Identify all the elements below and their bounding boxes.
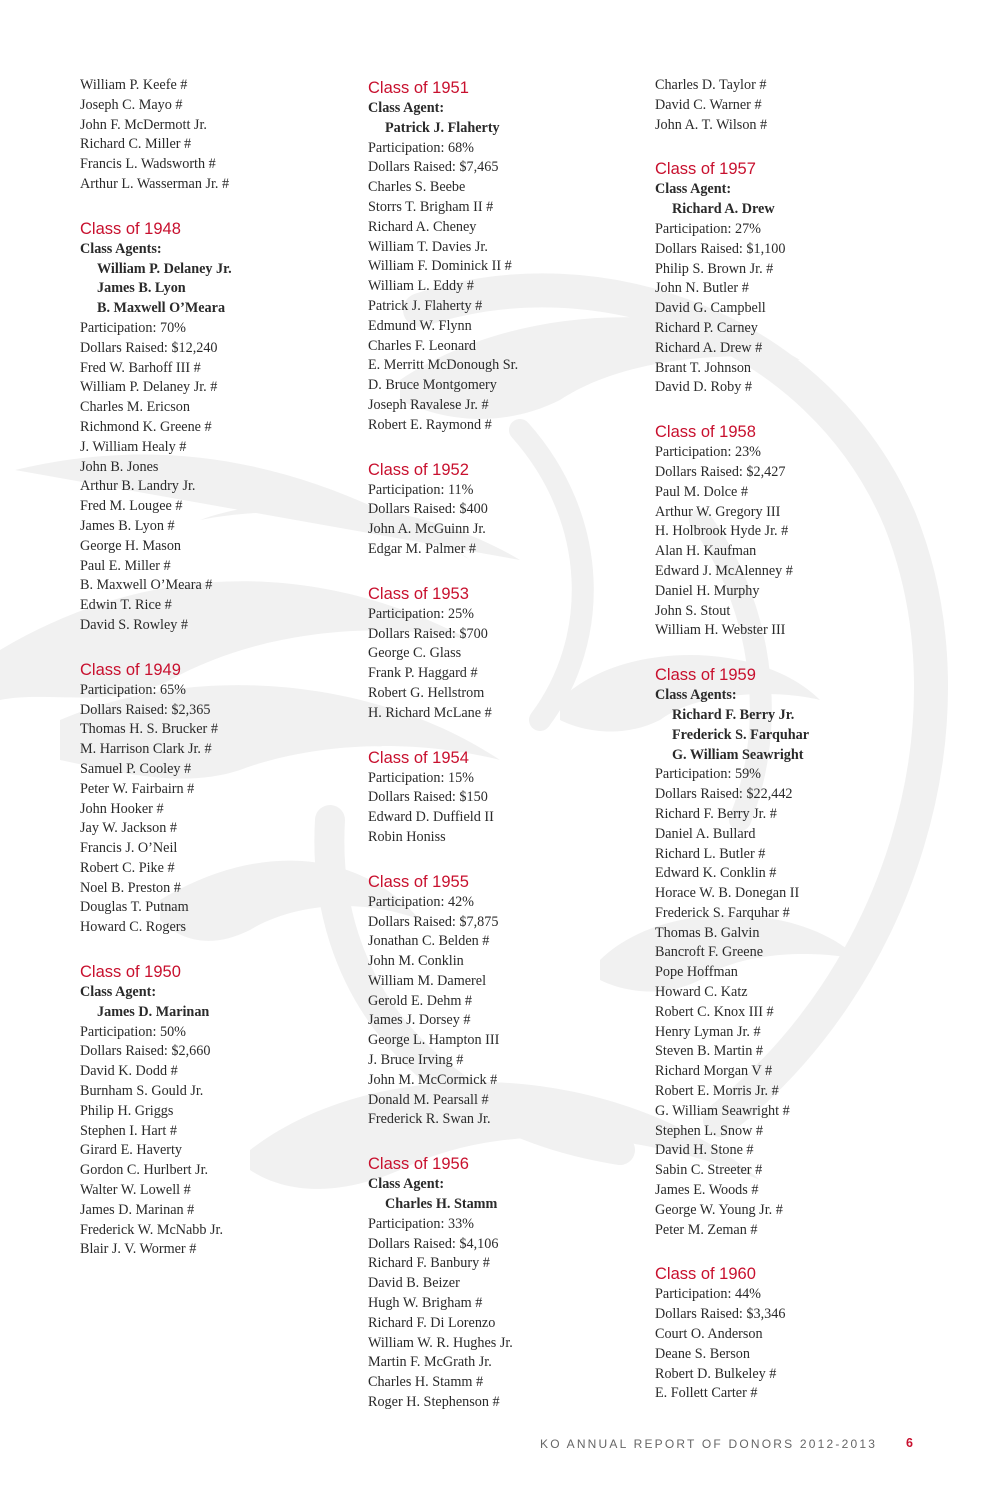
class-year-heading: Class of 1958 [655,423,756,442]
class-year-heading: Class of 1953 [368,584,469,603]
class-agent-label: Class Agents: [655,687,737,704]
donor-name: John Hooker # [80,800,164,817]
donor-name: David C. Warner # [655,96,762,113]
donor-name: Martin F. McGrath Jr. [368,1354,492,1371]
class-agent-name: Richard F. Berry Jr. [672,706,795,723]
donor-name: Burnham S. Gould Jr. [80,1083,204,1100]
donor-name: Bancroft F. Greene [655,944,763,961]
donor-name: Paul E. Miller # [80,557,171,574]
donor-column-2 [368,76,638,1413]
class-agent-name: Frederick S. Farquhar [672,726,810,743]
donor-name: Richard P. Carney [655,319,758,336]
class-agent-name: G. William Seawright [672,746,804,763]
donor-name: Paul M. Dolce # [655,483,748,500]
donor-name: Francis L. Wadsworth # [80,156,216,173]
dollars-raised-stat: Dollars Raised: $2,660 [80,1043,211,1060]
donor-name: H. Holbrook Hyde Jr. # [655,523,789,540]
donor-name: Sabin C. Streeter # [655,1162,763,1179]
dollars-raised-stat: Dollars Raised: $2,365 [80,701,211,718]
class-agent-name: James B. Lyon [97,280,186,297]
donor-name: Joseph C. Mayo # [80,96,183,113]
dollars-raised-stat: Dollars Raised: $150 [368,789,488,806]
donor-name: Thomas B. Galvin [655,924,760,941]
donor-name: Robert D. Bulkeley # [655,1365,777,1382]
class-agent-name: Patrick J. Flaherty [385,119,500,136]
donor-name: Robert C. Pike # [80,859,175,876]
dollars-raised-stat: Dollars Raised: $2,427 [655,463,786,480]
donor-name: Arthur W. Gregory III [655,503,781,520]
donor-name: Walter W. Lowell # [80,1182,191,1199]
donor-name: Fred W. Barhoff III # [80,359,201,376]
donor-name: Alan H. Kaufman [655,543,757,560]
page-number: 6 [906,1436,913,1450]
donor-name: Frederick W. McNabb Jr. [80,1221,224,1238]
dollars-raised-stat: Dollars Raised: $3,346 [655,1306,786,1323]
class-year-heading: Class of 1959 [655,666,756,685]
donor-name: David H. Stone # [655,1142,754,1159]
class-agent-label: Class Agent: [80,984,157,1001]
donor-name: Horace W. B. Donegan II [655,885,800,902]
donor-name: Charles D. Taylor # [655,77,767,93]
donor-column-3 [655,76,955,1404]
donor-name: Charles H. Stamm # [368,1374,484,1391]
participation-stat: Participation: 23% [655,444,761,461]
donor-name: James E. Woods # [655,1182,759,1199]
donor-name: Gordon C. Hurlbert Jr. [80,1162,209,1179]
donor-name: Richard A. Drew # [655,339,763,356]
donor-name: J. William Healy # [80,438,187,455]
class-agent-name: William P. Delaney Jr. [97,260,232,277]
donor-name: Edward D. Duffield II [368,809,494,826]
donor-name: Peter W. Fairbairn # [80,780,195,797]
donor-name: Richard F. Di Lorenzo [368,1314,496,1331]
donor-name: H. Richard McLane # [368,704,492,721]
donor-name: Stephen L. Snow # [655,1122,763,1139]
participation-stat: Participation: 11% [368,481,474,498]
donor-name: M. Harrison Clark Jr. # [80,741,212,758]
participation-stat: Participation: 27% [655,220,761,237]
participation-stat: Participation: 44% [655,1286,761,1303]
class-year-heading: Class of 1957 [655,160,756,179]
donor-name: Steven B. Martin # [655,1043,763,1060]
participation-stat: Participation: 68% [368,139,474,156]
donor-column-1 [80,76,350,1260]
donor-name: David S. Rowley # [80,616,188,633]
donor-name: Blair J. V. Wormer # [80,1241,197,1258]
donor-name: William H. Webster III [655,622,786,639]
class-agent-name: Charles H. Stamm [385,1196,498,1213]
participation-stat: Participation: 50% [80,1023,186,1040]
donor-name: Richard L. Butler # [655,845,766,862]
donor-name: Roger H. Stephenson # [368,1394,500,1411]
donor-name: Richmond K. Greene # [80,418,212,435]
donor-name: Arthur B. Landry Jr. [80,478,196,495]
donor-name: George H. Mason [80,537,182,554]
donor-name: Joseph Ravalese Jr. # [368,396,489,413]
donor-name: Thomas H. S. Brucker # [80,721,218,738]
donor-name: Richard F. Berry Jr. # [655,805,777,822]
donor-name: Frederick S. Farquhar # [655,904,790,921]
donor-name: James D. Marinan # [80,1201,195,1218]
class-year-heading: Class of 1951 [368,79,469,97]
participation-stat: Participation: 15% [368,769,474,786]
class-agent-label: Class Agents: [80,240,162,257]
donor-name: John A. T. Wilson # [655,116,768,133]
donor-name: Richard Morgan V # [655,1063,773,1080]
donor-name: George L. Hampton III [368,1032,500,1049]
donor-name: Donald M. Pearsall # [368,1091,489,1108]
dollars-raised-stat: Dollars Raised: $7,875 [368,913,499,930]
donor-name: Richard F. Banbury # [368,1255,490,1272]
donor-name: Daniel A. Bullard [655,825,756,842]
donor-name: Richard C. Miller # [80,136,192,153]
donor-name: John F. McDermott Jr. [80,116,207,133]
donor-name: Pope Hoffman [655,964,738,981]
donor-name: John A. McGuinn Jr. [368,521,486,538]
donor-name: Robert E. Morris Jr. # [655,1083,779,1100]
donor-name: George W. Young Jr. # [655,1201,783,1218]
class-year-heading: Class of 1954 [368,748,469,767]
class-agent-name: Richard A. Drew [672,201,775,218]
dollars-raised-stat: Dollars Raised: $7,465 [368,159,499,176]
dollars-raised-stat: Dollars Raised: $400 [368,501,488,518]
donor-name: Brant T. Johnson [655,359,752,376]
donor-name: Frank P. Haggard # [368,665,478,682]
donor-name: Edwin T. Rice # [80,597,172,614]
donor-name: Robert E. Raymond # [368,416,492,433]
donor-name: Philip H. Griggs [80,1102,174,1119]
donor-name: William P. Keefe # [80,77,188,93]
donor-name: John B. Jones [80,458,159,475]
donor-name: David K. Dodd # [80,1063,178,1080]
class-year-heading: Class of 1952 [368,460,469,479]
donor-name: William T. Davies Jr. [368,238,488,255]
donor-name: Edward J. McAlenney # [655,562,793,579]
donor-name: George C. Glass [368,645,462,662]
donor-name: John S. Stout [655,602,731,619]
donor-name: B. Maxwell O’Meara # [80,577,213,594]
donor-name: James B. Lyon # [80,517,175,534]
donor-name: Francis J. O’Neil [80,840,178,857]
donor-name: Girard E. Haverty [80,1142,183,1159]
donor-name: Jonathan C. Belden # [368,933,490,950]
donor-name: Stephen I. Hart # [80,1122,177,1139]
class-agent-name: James D. Marinan [97,1003,210,1020]
class-agent-name: B. Maxwell O’Meara [97,300,226,317]
donor-name: Storrs T. Brigham II # [368,198,494,215]
donor-name: Douglas T. Putnam [80,899,189,916]
donor-name: John M. McCormick # [368,1071,498,1088]
donor-name: John N. Butler # [655,280,749,297]
class-agent-label: Class Agent: [368,1176,445,1193]
participation-stat: Participation: 33% [368,1215,474,1232]
participation-stat: Participation: 25% [368,605,474,622]
participation-stat: Participation: 59% [655,766,761,783]
donor-name: E. Follett Carter # [655,1385,758,1402]
dollars-raised-stat: Dollars Raised: $1,100 [655,240,786,257]
participation-stat: Participation: 42% [368,893,474,910]
donor-name: Edmund W. Flynn [368,317,472,334]
donor-name: G. William Seawright # [655,1102,790,1119]
class-year-heading: Class of 1960 [655,1265,756,1284]
donor-name: William F. Dominick II # [368,258,512,275]
dollars-raised-stat: Dollars Raised: $700 [368,625,488,642]
donor-name: Henry Lyman Jr. # [655,1023,761,1040]
class-year-heading: Class of 1955 [368,872,469,891]
donor-name: William P. Delaney Jr. # [80,379,218,396]
donor-name: David G. Campbell [655,300,766,317]
donor-name: James J. Dorsey # [368,1012,471,1029]
donor-name: Howard C. Rogers [80,919,186,936]
donor-name: D. Bruce Montgomery [368,377,497,394]
donor-name: Arthur L. Wasserman Jr. # [80,175,230,192]
donor-name: William W. R. Hughes Jr. [368,1334,513,1351]
class-agent-label: Class Agent: [368,100,445,116]
class-year-heading: Class of 1949 [80,660,181,679]
report-footer-title: KO ANNUAL REPORT OF DONORS 2012-2013 [540,1437,878,1451]
dollars-raised-stat: Dollars Raised: $12,240 [80,339,218,356]
donor-name: Samuel P. Cooley # [80,760,192,777]
participation-stat: Participation: 65% [80,681,186,698]
donor-name: Deane S. Berson [655,1345,750,1362]
donor-name: Howard C. Katz [655,984,748,1001]
donor-name: Fred M. Lougee # [80,498,183,515]
donor-name: William L. Eddy # [368,278,474,295]
donor-name: David D. Roby # [655,379,752,396]
donor-name: Charles M. Ericson [80,399,190,416]
donor-name: William M. Damerel [368,972,487,989]
donor-name: Patrick J. Flaherty # [368,297,483,314]
class-agent-label: Class Agent: [655,181,732,198]
donor-name: Robin Honiss [368,828,446,845]
donor-name: Robert C. Knox III # [655,1003,774,1020]
donor-name: Daniel H. Murphy [655,582,760,599]
donor-name: Charles S. Beebe [368,179,466,196]
donor-name: Richard A. Cheney [368,218,477,235]
donor-name: Jay W. Jackson # [80,820,177,837]
donor-name: Gerold E. Dehm # [368,992,473,1009]
donor-name: Hugh W. Brigham # [368,1295,483,1312]
participation-stat: Participation: 70% [80,319,186,336]
donor-name: John M. Conklin [368,953,464,970]
donor-name: Frederick R. Swan Jr. [368,1111,491,1128]
donor-name: Edward K. Conklin # [655,865,777,882]
donor-name: David B. Beizer [368,1275,460,1292]
donor-name: J. Bruce Irving # [368,1052,464,1069]
class-year-heading: Class of 1948 [80,219,181,238]
donor-name: Robert G. Hellstrom [368,684,485,701]
donor-name: E. Merritt McDonough Sr. [368,357,519,374]
class-year-heading: Class of 1956 [368,1155,469,1174]
donor-name: Philip S. Brown Jr. # [655,260,774,277]
donor-name: Court O. Anderson [655,1326,763,1343]
dollars-raised-stat: Dollars Raised: $22,442 [655,786,793,803]
donor-name: Edgar M. Palmer # [368,540,476,557]
class-year-heading: Class of 1950 [80,963,181,982]
donor-name: Peter M. Zeman # [655,1221,758,1238]
dollars-raised-stat: Dollars Raised: $4,106 [368,1235,499,1252]
donor-name: Noel B. Preston # [80,879,181,896]
donor-name: Charles F. Leonard [368,337,476,354]
